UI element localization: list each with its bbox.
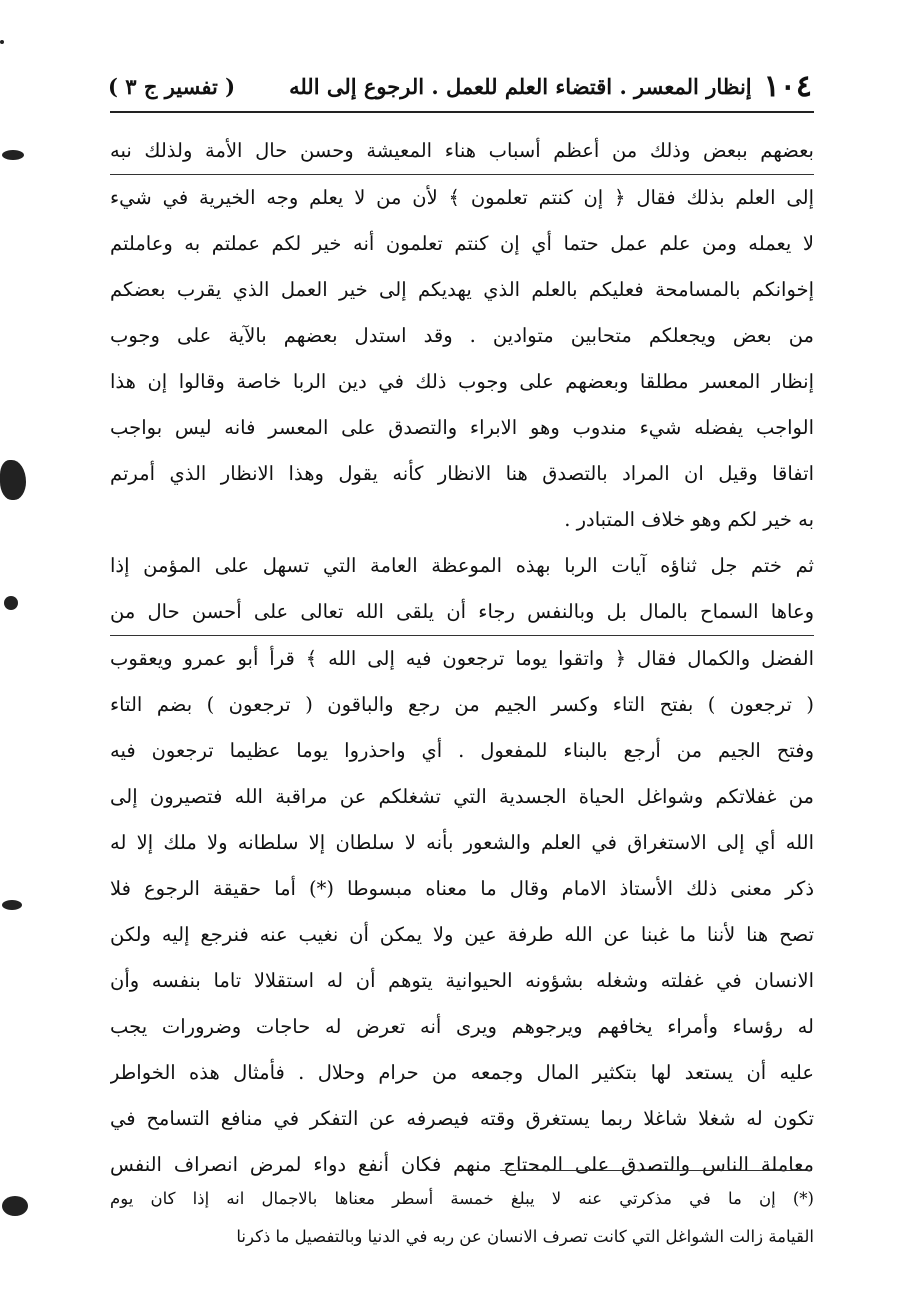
text-line: من غفلاتكم وشواغل الحياة الجسدية التي تشغلكم عن مراقبة الله فتصيرون إلى [110, 785, 814, 808]
text-line: إلى العلم بذلك فقال ﴿ إن كنتم تعلمون ﴾ لأن من لا يعلم وجه الخيرية في شيء [110, 186, 814, 209]
text-line: تكون له شغلا شاغلا ربما يستغرق وقته فيصرفه عن التفكر في منافع التسامح في [110, 1107, 814, 1130]
text-line: وعاها السماح بالمال بل وبالنفس رجاء أن يلقى الله تعالى على أحسن حال من [110, 600, 814, 623]
text-line: ذكر معنى ذلك الأستاذ الامام وقال ما معناه مبسوطا (*) أما حقيقة الرجوع فلا [110, 877, 814, 900]
scan-speck [0, 40, 4, 44]
page-header [108, 66, 812, 106]
volume-reference: ( تفسير ج ٣ ) [108, 73, 236, 99]
text-line: الواجب يفضله شيء مندوب وهو الابراء والتصدق على المعسر فانه ليس بواجب [110, 416, 814, 439]
text-line: الله أي إلى الاستغراق في العلم والشعور بأنه لا سلطان إلا سلطانه ولا ملك إلا له [110, 831, 814, 854]
text-line: تصح هنا لأننا ما غبنا عن الله طرفة عين ولا يمكن أن نغيب عنه فنرجع إليه ولكن [110, 923, 814, 946]
page-number: ١٠٤ [763, 68, 812, 104]
text-line: اتفاقا وقيل ان المراد بالتصدق هنا الانظار كأنه يقول وهذا الانظار الذي أمرتم [110, 462, 814, 485]
running-title: إنظار المعسر . اقتضاء العلم للعمل . الرجوع إلى الله [289, 73, 752, 99]
text-line: معاملة الناس والتصدق على المحتاج منهم فكان أنفع دواء لمرض انصراف النفس [110, 1153, 814, 1176]
text-line: ( ترجعون ) بفتح التاء وكسر الجيم من رجع والباقون ( ترجعون ) بضم التاء [110, 693, 814, 716]
text-line: ثم ختم جل ثناؤه آيات الربا بهذه الموعظة العامة التي تسهل على المؤمن إذا [110, 554, 814, 577]
scan-speck [0, 460, 26, 500]
footnote-rule [500, 1170, 812, 1171]
footnote-line: (*) إن ما في مذكرتي عنه لا يبلغ خمسة أسطر معناها بالاجمال انه إذا كان يوم [110, 1189, 814, 1208]
text-line: إخوانكم بالمسامحة فعليكم بالعلم الذي يهديكم إلى خير العمل الذي يقرب بعضكم [110, 278, 814, 301]
text-line: بعضهم ببعض وذلك من أعظم أسباب هناء المعيشة وحسن حال الأمة ولذلك نبه [110, 139, 814, 162]
header-rule [110, 111, 814, 113]
main-text [110, 128, 814, 1188]
text-line: به خير لكم وهو خلاف المتبادر . [564, 508, 814, 531]
text-line: لا يعمله ومن علم عمل حتما أي إن كنتم تعلمون أنه خير لكم عملتم به وعاملتم [110, 232, 814, 255]
scan-speck [2, 150, 24, 160]
scan-speck [2, 900, 22, 910]
text-line: عليه أن يستعد لها بتكثير المال وجمعه من حرام وحلال . فأمثال هذه الخواطر [110, 1061, 814, 1084]
text-line: إنظار المعسر مطلقا وبعضهم على وجوب ذلك في دين الربا خاصة وقالوا إن هذا [110, 370, 814, 393]
text-line: الانسان في غفلته وشغله بشؤونه الحيوانية يتوهم أن له استقلالا تاما بنفسه وأن [110, 969, 814, 992]
text-line: له رؤساء وأمراء يخافهم ويرجوهم ويرى أنه تعرض له حاجات وضرورات يجب [110, 1015, 814, 1038]
footnote [110, 1180, 814, 1256]
text-line: من بعض ويجعلكم متحابين متوادين . وقد استدل بعضهم بالآية على وجوب [110, 324, 814, 347]
text-line: الفضل والكمال فقال ﴿ واتقوا يوما ترجعون فيه إلى الله ﴾ قرأ أبو عمرو ويعقوب [110, 647, 814, 670]
footnote-line: القيامة زالت الشواغل التي كانت تصرف الانسان عن ربه في الدنيا وبالتفصيل ما ذكرنا [236, 1227, 814, 1246]
text-line: وفتح الجيم من أرجع بالبناء للمفعول . أي واحذروا يوما عظيما ترجعون فيه [110, 739, 814, 762]
scan-speck [4, 596, 18, 610]
scan-speck [2, 1196, 28, 1216]
